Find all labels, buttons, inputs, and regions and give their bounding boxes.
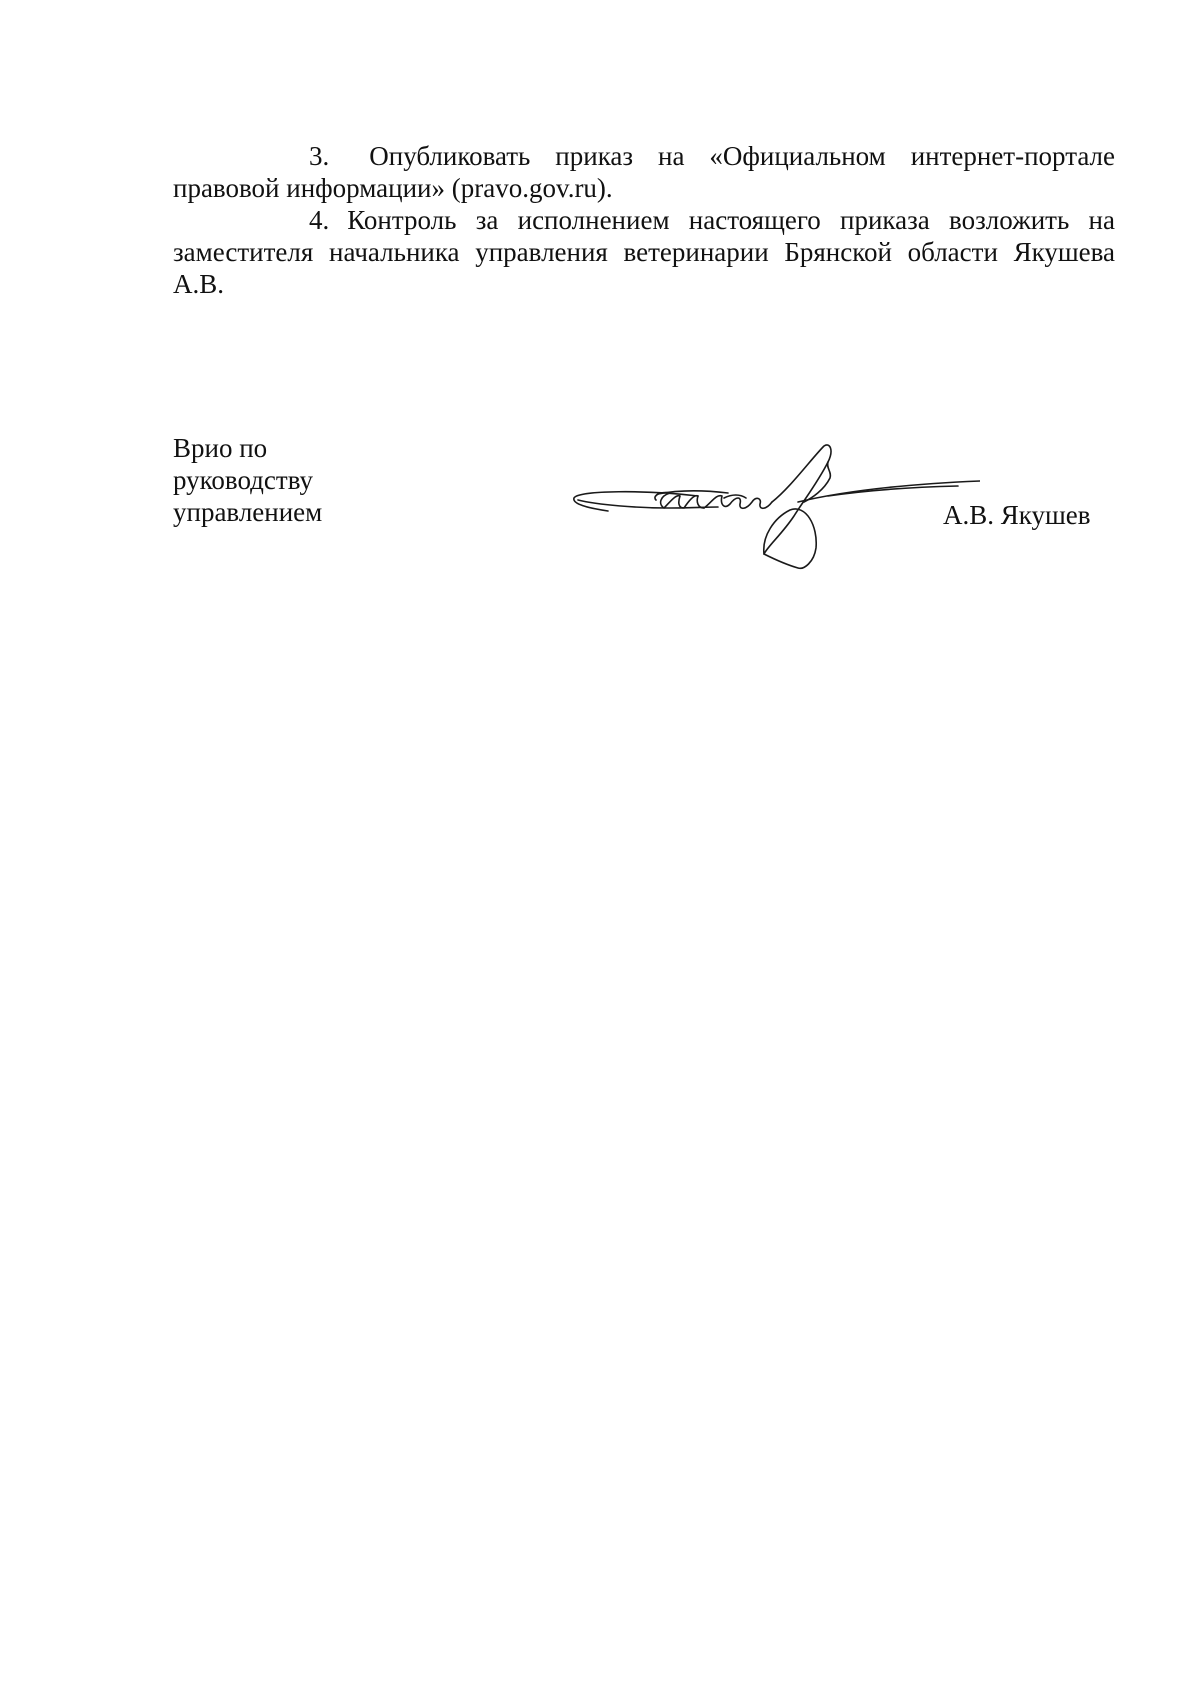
document-body (173, 140, 1115, 300)
paragraph-3 (173, 140, 1115, 204)
paragraph-3-text: Опубликовать приказ на «Официальном интернет-портале правовой информации» (pravo.gov.ru). (173, 141, 1115, 203)
signatory-position-line-3: управлением (173, 497, 323, 527)
paragraph-3-number: 3. (309, 141, 330, 171)
paragraph-4-text: Контроль за исполнением настоящего приказа возложить на заместителя начальника управления ветеринарии Брянской области Якушева А.В. (173, 205, 1115, 299)
signatory-position (173, 432, 322, 528)
paragraph-4-number: 4. (309, 205, 330, 235)
paragraph-4 (173, 204, 1115, 300)
handwritten-signature-icon (528, 438, 980, 570)
signatory-position-line-1: Врио по (173, 433, 268, 463)
signatory-name: А.В. Якушев (943, 500, 1091, 530)
signatory-position-line-2: руководству (173, 465, 314, 495)
